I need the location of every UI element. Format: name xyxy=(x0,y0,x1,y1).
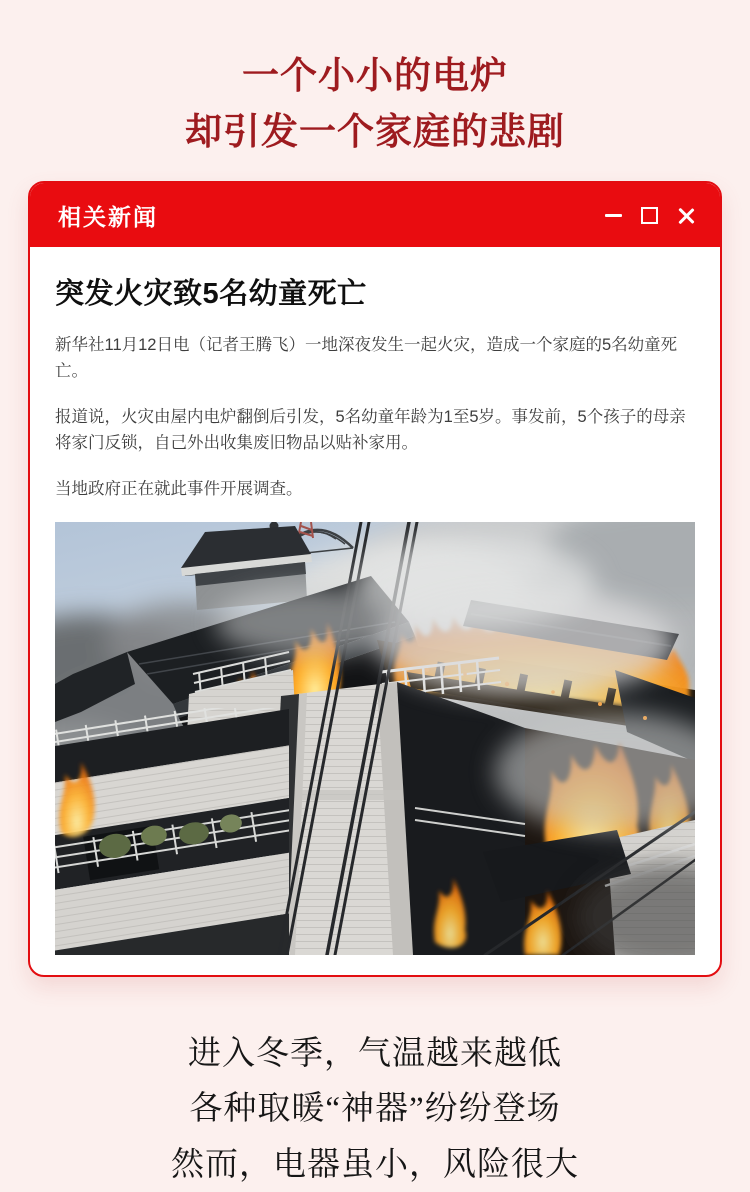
poster-header xyxy=(0,0,750,159)
minimize-icon[interactable] xyxy=(605,214,622,217)
article-paragraph-2: 报道说，火灾由屋内电炉翻倒后引发，5名幼童年龄为1至5岁。事发前，5个孩子的母亲将家门反锁，自己外出收集废旧物品以贴补家用。 xyxy=(55,408,686,452)
news-window xyxy=(28,181,722,977)
header-line-1: 一个小小的电炉 xyxy=(242,55,508,96)
article-body xyxy=(30,247,720,975)
fire-photo xyxy=(55,522,695,955)
footer-line-1: 进入冬季，气温越来越低 xyxy=(188,1035,562,1072)
article-headline: 突发火灾致5名幼童死亡 xyxy=(55,278,367,310)
window-controls xyxy=(605,207,694,224)
fire-photo-svg xyxy=(55,522,695,955)
footer-line-3: 然而，电器虽小，风险很大 xyxy=(171,1146,579,1183)
header-line-2: 却引发一个家庭的悲剧 xyxy=(185,110,565,152)
article-paragraph-1: 新华社11月12日电（记者王腾飞）一地深夜发生一起火灾，造成一个家庭的5名幼童死亡。 xyxy=(55,336,678,380)
footer-line-2: 各种取暖“神器”纷纷登场 xyxy=(189,1091,561,1128)
close-icon[interactable] xyxy=(677,207,694,224)
poster-footer xyxy=(0,1027,750,1192)
window-title: 相关新闻 xyxy=(58,203,158,230)
window-titlebar xyxy=(30,183,720,247)
article-paragraph-3: 当地政府正在就此事件开展调查。 xyxy=(55,480,303,499)
maximize-icon[interactable] xyxy=(641,207,658,224)
